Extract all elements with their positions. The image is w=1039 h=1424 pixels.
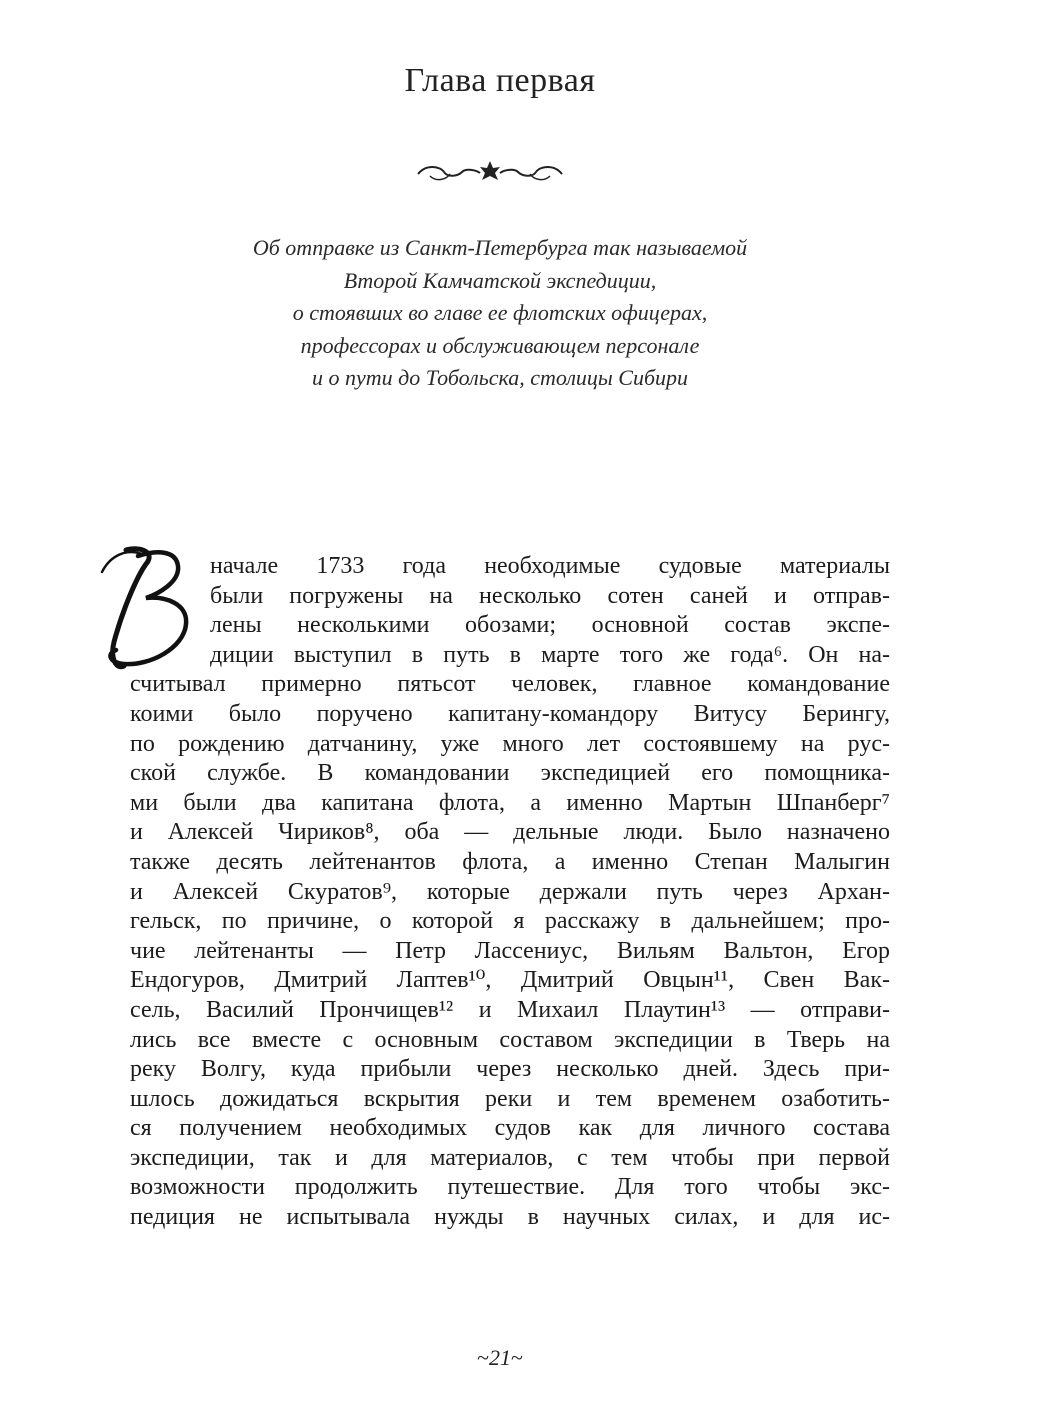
ornament-divider-icon <box>410 150 570 190</box>
body-line: возможности продолжить путешествие. Для того чтобы экс- <box>130 1174 890 1201</box>
folio-tilde-right: ~ <box>511 1345 523 1370</box>
summary-line: и о пути до Тобольска, столицы Сибири <box>311 365 689 390</box>
body-line: ми были два капитана флота, а именно Мартын Шпанберг⁷ <box>130 789 890 816</box>
body-line: лись все вместе с основным составом экспедиции в Тверь на <box>130 1026 890 1053</box>
body-line: педиция не испытывала нужды в научных силах, и для ис- <box>130 1204 890 1231</box>
body-line: шлось дожидаться вскрытия реки и тем временем озаботить- <box>130 1085 890 1112</box>
body-line: считывал примерно пятьсот человек, главное командование <box>130 671 890 698</box>
body-line: по рождению датчанину, уже много лет состоявшему на рус- <box>130 730 890 757</box>
page-number-value: 21 <box>489 1345 511 1370</box>
body-line: ся получением необходимых судов как для личного состава <box>130 1115 890 1142</box>
body-line: диции выступил в путь в марте того же года⁶. Он на- <box>210 641 890 668</box>
body-line: чие лейтенанты — Петр Лассениус, Вильям Вальтон, Егор <box>130 937 890 964</box>
body-line: реку Волгу, куда прибыли через несколько дней. Здесь при- <box>130 1056 890 1083</box>
body-line: и Алексей Чириков⁸, оба — дельные люди. Было назначено <box>130 819 890 846</box>
body-line: и Алексей Скуратов⁹, которые держали путь через Архан- <box>130 878 890 905</box>
body-line: Ендогуров, Дмитрий Лаптев¹⁰, Дмитрий Овцын¹¹, Свен Вак- <box>130 967 890 994</box>
body-line: сель, Василий Прончищев¹² и Михаил Плаутин¹³ — отправи- <box>130 996 890 1023</box>
body-paragraph <box>130 552 890 1233</box>
chapter-title: Глава первая <box>404 62 596 99</box>
body-line: экспедиции, так и для материалов, с тем чтобы при первой <box>130 1144 890 1171</box>
summary-line: Второй Камчатской экспедиции, <box>343 267 657 293</box>
summary-line: профессорах и обслуживающем персонале <box>300 332 700 358</box>
body-line: начале 1733 года необходимые судовые материалы <box>210 553 890 579</box>
body-line: были погружены на несколько сотен саней и отправ- <box>210 582 890 609</box>
body-line: ской службе. В командовании экспедицией его помощника- <box>130 760 890 787</box>
body-line: также десять лейтенантов флота, а именно Степан Малыгин <box>130 848 890 875</box>
body-line: лены несколькими обозами; основной состав экспе- <box>210 612 890 639</box>
folio-tilde-left: ~ <box>477 1345 489 1370</box>
page-number <box>0 1345 1000 1371</box>
chapter-summary <box>130 232 870 395</box>
summary-line: о стоявших во главе ее флотских офицерах, <box>292 300 708 325</box>
body-line: гельск, по причине, о которой я расскажу в дальнейшем; про- <box>130 908 890 935</box>
body-line: коими было поручено капитану-командору Витусу Берингу, <box>130 700 890 727</box>
summary-line: Об отправке из Санкт-Петербурга так называемой <box>252 235 748 260</box>
